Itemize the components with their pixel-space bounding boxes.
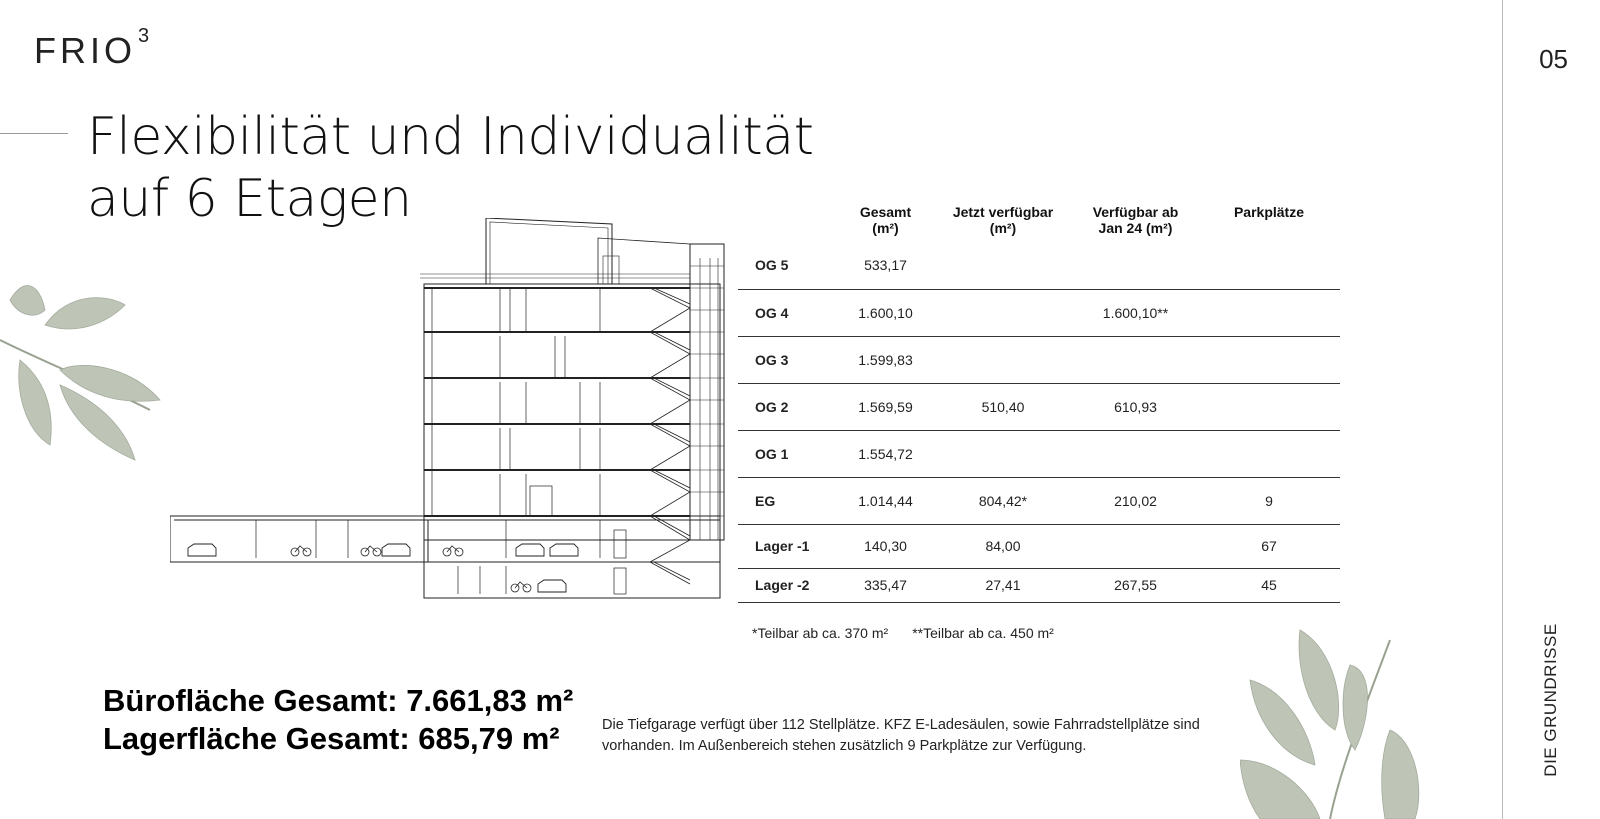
- header-available-from: [1073, 200, 1198, 242]
- floor-available-now: [933, 336, 1073, 383]
- table-row: [738, 524, 1340, 568]
- logo-text: FRIO: [34, 30, 136, 71]
- page-title: [87, 106, 813, 230]
- leaf-decoration-left: [0, 270, 170, 480]
- area-totals: [103, 682, 573, 758]
- table-row: [738, 477, 1340, 524]
- floor-available-now: [933, 430, 1073, 477]
- floor-name: Lager -1: [738, 524, 838, 568]
- floor-available-now: 27,41: [933, 568, 1073, 602]
- header-available-now-text: Jetzt verfügbar (m²): [952, 204, 1054, 236]
- page-title-line1: Flexibilität und Individualität: [87, 107, 814, 167]
- building-section-drawing: [170, 218, 740, 610]
- table-footnotes: [752, 625, 1054, 641]
- table-row: [738, 568, 1340, 602]
- floor-name: OG 1: [738, 430, 838, 477]
- floor-available-from: [1073, 242, 1198, 289]
- floor-name: OG 2: [738, 383, 838, 430]
- frio-logo: [34, 25, 150, 72]
- footnote-1: *Teilbar ab ca. 370 m²: [752, 625, 889, 641]
- floor-parking: [1198, 336, 1340, 383]
- header-available-now: [933, 200, 1073, 242]
- storage-area-total: Lagerfläche Gesamt: 685,79 m²: [103, 721, 560, 756]
- page-title-line2: auf 6 Etagen: [87, 169, 412, 229]
- floor-available-now: 84,00: [933, 524, 1073, 568]
- floor-total: 1.600,10: [838, 289, 933, 336]
- floor-available-now: [933, 242, 1073, 289]
- header-floor: [738, 200, 838, 242]
- floor-total: 1.554,72: [838, 430, 933, 477]
- leaf-decoration-right: [1240, 620, 1440, 819]
- floor-parking: [1198, 289, 1340, 336]
- floor-total: 335,47: [838, 568, 933, 602]
- floor-parking: 9: [1198, 477, 1340, 524]
- floor-available-from: [1073, 524, 1198, 568]
- table-header-row: [738, 200, 1340, 242]
- floor-available-from: [1073, 336, 1198, 383]
- floor-total: 1.569,59: [838, 383, 933, 430]
- floor-available-from: 1.600,10**: [1073, 289, 1198, 336]
- table-row: [738, 289, 1340, 336]
- table-row: [738, 336, 1340, 383]
- floor-name: OG 3: [738, 336, 838, 383]
- footnote-2: **Teilbar ab ca. 450 m²: [912, 625, 1054, 641]
- floor-total: 1.014,44: [838, 477, 933, 524]
- floor-parking: [1198, 430, 1340, 477]
- floor-parking: 67: [1198, 524, 1340, 568]
- floor-parking: [1198, 383, 1340, 430]
- side-divider: [1502, 0, 1503, 819]
- floor-area-table: [738, 200, 1340, 603]
- floor-available-from: [1073, 430, 1198, 477]
- section-label: [1536, 623, 1566, 777]
- floor-available-from: 610,93: [1073, 383, 1198, 430]
- logo-superscript: 3: [138, 25, 150, 47]
- floor-parking: 45: [1198, 568, 1340, 602]
- floor-available-now: [933, 289, 1073, 336]
- table-row: [738, 430, 1340, 477]
- table-row: [738, 242, 1340, 289]
- header-total: [838, 200, 933, 242]
- floor-total: 140,30: [838, 524, 933, 568]
- header-total-text: Gesamt (m²): [859, 204, 912, 236]
- title-rule: [0, 133, 68, 134]
- floor-name: OG 5: [755, 257, 789, 274]
- header-available-from-text: Verfügbar ab Jan 24 (m²): [1092, 204, 1179, 236]
- floor-name: EG: [738, 477, 838, 524]
- floor-total: 533,17: [864, 257, 907, 274]
- office-area-total: Bürofläche Gesamt: 7.661,83 m²: [103, 683, 574, 718]
- floor-available-from: 267,55: [1073, 568, 1198, 602]
- floor-name: Lager -2: [738, 568, 838, 602]
- floor-parking: [1198, 242, 1340, 289]
- floor-available-from: 210,02: [1073, 477, 1198, 524]
- floor-name: OG 4: [738, 289, 838, 336]
- floor-total: 1.599,83: [838, 336, 933, 383]
- section-label-text: DIE GRUNDRISSE: [1541, 623, 1560, 777]
- page-number: 05: [1539, 44, 1568, 74]
- table-row: [738, 383, 1340, 430]
- floor-available-now: 510,40: [933, 383, 1073, 430]
- header-parking: Parkplätze: [1233, 204, 1305, 220]
- parking-description: Die Tiefgarage verfügt über 112 Stellplätze. KFZ E-Ladesäulen, sowie Fahrradstellplätze sind vorhanden. Im Außenbereich stehen zusätzlich 9 Parkplätze zur Verfügung.: [602, 717, 1200, 754]
- floor-available-now: 804,42*: [933, 477, 1073, 524]
